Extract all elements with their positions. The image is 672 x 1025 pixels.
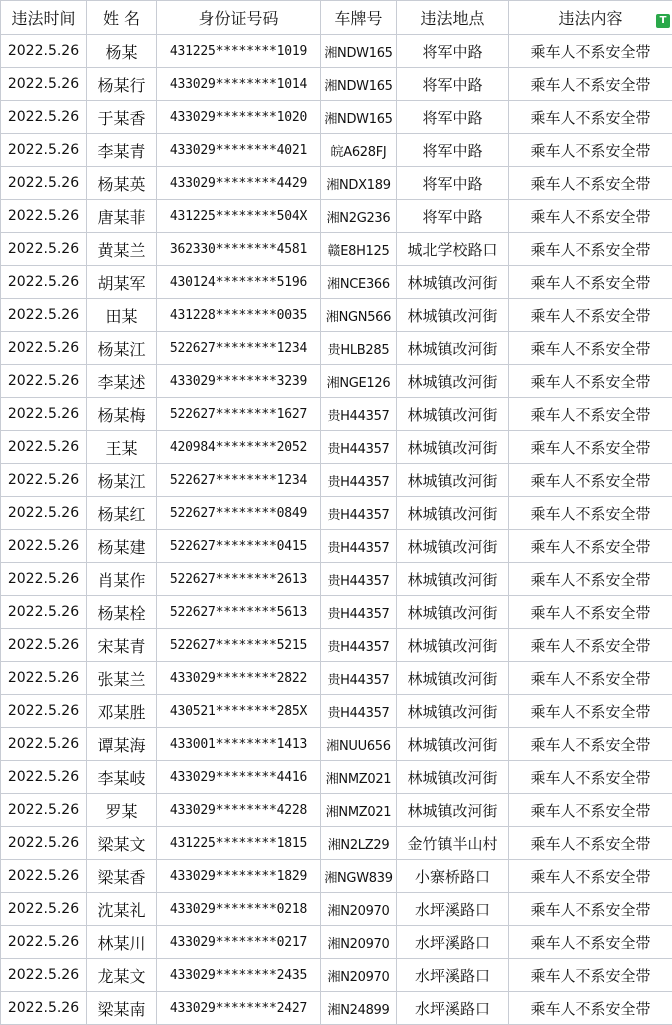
cell-name: 胡某军 (87, 266, 157, 299)
cell-violation-location: 林城镇改河街 (397, 299, 509, 332)
cell-violation-location: 林城镇改河街 (397, 398, 509, 431)
cell-plate-number: 贵H44357 (321, 563, 397, 596)
cell-violation-location: 林城镇改河街 (397, 596, 509, 629)
cell-violation-time: 2022.5.26 (1, 497, 87, 530)
cell-plate-number: 湘NDX189 (321, 167, 397, 200)
cell-name: 李某述 (87, 365, 157, 398)
cell-violation-time: 2022.5.26 (1, 860, 87, 893)
cell-id-number: 433029********2822 (157, 662, 321, 695)
header-plate-number: 车牌号 (321, 1, 397, 35)
cell-name: 梁某香 (87, 860, 157, 893)
cell-violation-location: 水坪溪路口 (397, 992, 509, 1025)
cell-name: 于某香 (87, 101, 157, 134)
cell-violation-content: 乘车人不系安全带 (509, 464, 672, 497)
cell-violation-content: 乘车人不系安全带 (509, 497, 672, 530)
cell-name: 林某川 (87, 926, 157, 959)
cell-violation-content: 乘车人不系安全带 (509, 101, 672, 134)
cell-violation-location: 城北学校路口 (397, 233, 509, 266)
cell-violation-location: 林城镇改河街 (397, 497, 509, 530)
cell-plate-number: 贵H44357 (321, 464, 397, 497)
cell-violation-location: 林城镇改河街 (397, 563, 509, 596)
cell-name: 沈某礼 (87, 893, 157, 926)
cell-violation-time: 2022.5.26 (1, 332, 87, 365)
cell-violation-content: 乘车人不系安全带 (509, 992, 672, 1025)
cell-id-number: 433029********2435 (157, 959, 321, 992)
cell-violation-time: 2022.5.26 (1, 200, 87, 233)
cell-violation-time: 2022.5.26 (1, 893, 87, 926)
cell-name: 罗某 (87, 794, 157, 827)
cell-plate-number: 湘N2G236 (321, 200, 397, 233)
cell-name: 龙某文 (87, 959, 157, 992)
cell-id-number: 433029********4228 (157, 794, 321, 827)
table-row (1, 695, 672, 728)
cell-id-number: 430521********285X (157, 695, 321, 728)
cell-violation-time: 2022.5.26 (1, 596, 87, 629)
cell-violation-time: 2022.5.26 (1, 959, 87, 992)
cell-plate-number: 贵H44357 (321, 497, 397, 530)
cell-id-number: 433029********0218 (157, 893, 321, 926)
cell-violation-time: 2022.5.26 (1, 563, 87, 596)
table-row (1, 794, 672, 827)
cell-violation-content: 乘车人不系安全带 (509, 167, 672, 200)
cell-plate-number: 湘NDW165 (321, 101, 397, 134)
cell-violation-time: 2022.5.26 (1, 530, 87, 563)
table-row (1, 761, 672, 794)
cell-violation-time: 2022.5.26 (1, 68, 87, 101)
cell-id-number: 522627********1234 (157, 464, 321, 497)
header-name: 姓 名 (87, 1, 157, 35)
cell-plate-number: 湘NCE366 (321, 266, 397, 299)
cell-violation-location: 水坪溪路口 (397, 959, 509, 992)
cell-name: 杨某红 (87, 497, 157, 530)
cell-plate-number: 贵H44357 (321, 596, 397, 629)
table-row (1, 959, 672, 992)
cell-violation-content: 乘车人不系安全带 (509, 266, 672, 299)
cell-name: 李某岐 (87, 761, 157, 794)
cell-plate-number: 贵H44357 (321, 695, 397, 728)
cell-violation-location: 林城镇改河街 (397, 266, 509, 299)
cell-violation-time: 2022.5.26 (1, 398, 87, 431)
table-header (1, 1, 672, 35)
cell-plate-number: 湘NGE126 (321, 365, 397, 398)
table-row (1, 68, 672, 101)
cell-violation-time: 2022.5.26 (1, 266, 87, 299)
cell-violation-time: 2022.5.26 (1, 299, 87, 332)
header-id-number: 身份证号码 (157, 1, 321, 35)
cell-violation-time: 2022.5.26 (1, 695, 87, 728)
cell-name: 梁某文 (87, 827, 157, 860)
cell-plate-number: 贵H44357 (321, 431, 397, 464)
cell-plate-number: 湘NDW165 (321, 68, 397, 101)
cell-id-number: 522627********0849 (157, 497, 321, 530)
cell-violation-time: 2022.5.26 (1, 365, 87, 398)
cell-violation-location: 林城镇改河街 (397, 530, 509, 563)
cell-violation-location: 林城镇改河街 (397, 629, 509, 662)
cell-violation-location: 水坪溪路口 (397, 926, 509, 959)
table-row (1, 629, 672, 662)
cell-violation-content: 乘车人不系安全带 (509, 629, 672, 662)
cell-id-number: 433029********0217 (157, 926, 321, 959)
header-violation-content: 违法内容 (509, 1, 672, 35)
filter-icon: T (656, 14, 670, 28)
cell-violation-content: 乘车人不系安全带 (509, 893, 672, 926)
cell-violation-content: 乘车人不系安全带 (509, 134, 672, 167)
cell-plate-number: 湘N20970 (321, 959, 397, 992)
cell-name: 张某兰 (87, 662, 157, 695)
cell-violation-content: 乘车人不系安全带 (509, 233, 672, 266)
cell-violation-content: 乘车人不系安全带 (509, 794, 672, 827)
cell-violation-time: 2022.5.26 (1, 134, 87, 167)
cell-id-number: 522627********1627 (157, 398, 321, 431)
cell-violation-location: 林城镇改河街 (397, 464, 509, 497)
cell-plate-number: 湘N24899 (321, 992, 397, 1025)
table-row (1, 200, 672, 233)
cell-violation-location: 林城镇改河街 (397, 761, 509, 794)
cell-plate-number: 湘N20970 (321, 926, 397, 959)
table-row (1, 530, 672, 563)
cell-violation-content: 乘车人不系安全带 (509, 563, 672, 596)
cell-violation-content: 乘车人不系安全带 (509, 299, 672, 332)
cell-violation-time: 2022.5.26 (1, 35, 87, 68)
cell-violation-content: 乘车人不系安全带 (509, 200, 672, 233)
cell-name: 杨某英 (87, 167, 157, 200)
cell-name: 田某 (87, 299, 157, 332)
cell-plate-number: 湘N2LZ29 (321, 827, 397, 860)
cell-name: 邓某胜 (87, 695, 157, 728)
cell-id-number: 433029********1020 (157, 101, 321, 134)
cell-violation-location: 水坪溪路口 (397, 893, 509, 926)
cell-violation-location: 林城镇改河街 (397, 794, 509, 827)
cell-name: 杨某江 (87, 332, 157, 365)
cell-plate-number: 皖A628FJ (321, 134, 397, 167)
cell-id-number: 433029********4429 (157, 167, 321, 200)
cell-id-number: 433029********4021 (157, 134, 321, 167)
cell-violation-content: 乘车人不系安全带 (509, 926, 672, 959)
cell-violation-time: 2022.5.26 (1, 167, 87, 200)
cell-violation-content: 乘车人不系安全带 (509, 827, 672, 860)
cell-plate-number: 湘NMZ021 (321, 794, 397, 827)
cell-name: 谭某海 (87, 728, 157, 761)
cell-id-number: 433029********3239 (157, 365, 321, 398)
cell-plate-number: 贵H44357 (321, 629, 397, 662)
cell-id-number: 522627********5613 (157, 596, 321, 629)
cell-id-number: 433029********2427 (157, 992, 321, 1025)
cell-name: 杨某江 (87, 464, 157, 497)
cell-plate-number: 赣E8H125 (321, 233, 397, 266)
cell-violation-time: 2022.5.26 (1, 992, 87, 1025)
table-row (1, 35, 672, 68)
cell-violation-time: 2022.5.26 (1, 431, 87, 464)
cell-id-number: 522627********2613 (157, 563, 321, 596)
cell-name: 肖某作 (87, 563, 157, 596)
cell-name: 杨某栓 (87, 596, 157, 629)
table-row (1, 662, 672, 695)
cell-violation-time: 2022.5.26 (1, 233, 87, 266)
cell-violation-content: 乘车人不系安全带 (509, 35, 672, 68)
cell-plate-number: 湘NGN566 (321, 299, 397, 332)
cell-id-number: 433029********1829 (157, 860, 321, 893)
table-row (1, 827, 672, 860)
cell-id-number: 420984********2052 (157, 431, 321, 464)
cell-violation-content: 乘车人不系安全带 (509, 332, 672, 365)
cell-name: 杨某建 (87, 530, 157, 563)
table-row (1, 101, 672, 134)
cell-name: 宋某青 (87, 629, 157, 662)
cell-violation-location: 将军中路 (397, 200, 509, 233)
cell-violation-time: 2022.5.26 (1, 629, 87, 662)
cell-violation-time: 2022.5.26 (1, 662, 87, 695)
cell-plate-number: 湘N20970 (321, 893, 397, 926)
cell-violation-location: 将军中路 (397, 101, 509, 134)
cell-violation-location: 林城镇改河街 (397, 728, 509, 761)
cell-violation-content: 乘车人不系安全带 (509, 695, 672, 728)
cell-violation-location: 林城镇改河街 (397, 431, 509, 464)
table-row (1, 860, 672, 893)
cell-violation-location: 将军中路 (397, 134, 509, 167)
table-row (1, 299, 672, 332)
cell-violation-location: 林城镇改河街 (397, 662, 509, 695)
cell-plate-number: 湘NDW165 (321, 35, 397, 68)
cell-name: 杨某 (87, 35, 157, 68)
table-body (1, 35, 672, 1025)
cell-name: 唐某菲 (87, 200, 157, 233)
table-row (1, 893, 672, 926)
cell-id-number: 433001********1413 (157, 728, 321, 761)
cell-violation-location: 金竹镇半山村 (397, 827, 509, 860)
table-row (1, 167, 672, 200)
cell-violation-content: 乘车人不系安全带 (509, 398, 672, 431)
table-row (1, 596, 672, 629)
cell-violation-content: 乘车人不系安全带 (509, 728, 672, 761)
cell-violation-content: 乘车人不系安全带 (509, 860, 672, 893)
cell-name: 李某青 (87, 134, 157, 167)
table-row (1, 563, 672, 596)
cell-id-number: 433029********1014 (157, 68, 321, 101)
cell-violation-location: 林城镇改河街 (397, 695, 509, 728)
cell-violation-time: 2022.5.26 (1, 101, 87, 134)
cell-violation-location: 将军中路 (397, 35, 509, 68)
cell-id-number: 431225********1815 (157, 827, 321, 860)
cell-name: 黄某兰 (87, 233, 157, 266)
cell-id-number: 522627********0415 (157, 530, 321, 563)
table-row (1, 728, 672, 761)
cell-violation-location: 林城镇改河街 (397, 365, 509, 398)
cell-name: 杨某梅 (87, 398, 157, 431)
cell-violation-content: 乘车人不系安全带 (509, 365, 672, 398)
table-row (1, 134, 672, 167)
cell-plate-number: 贵HLB285 (321, 332, 397, 365)
table-row (1, 398, 672, 431)
cell-id-number: 433029********4416 (157, 761, 321, 794)
cell-plate-number: 贵H44357 (321, 398, 397, 431)
cell-violation-location: 林城镇改河街 (397, 332, 509, 365)
table-row (1, 332, 672, 365)
cell-violation-content: 乘车人不系安全带 (509, 431, 672, 464)
cell-violation-content: 乘车人不系安全带 (509, 761, 672, 794)
cell-violation-time: 2022.5.26 (1, 761, 87, 794)
cell-id-number: 522627********1234 (157, 332, 321, 365)
header-violation-location: 违法地点 (397, 1, 509, 35)
cell-name: 杨某行 (87, 68, 157, 101)
cell-violation-content: 乘车人不系安全带 (509, 662, 672, 695)
cell-id-number: 431225********504X (157, 200, 321, 233)
cell-plate-number: 湘NMZ021 (321, 761, 397, 794)
header-violation-time: 违法时间 (1, 1, 87, 35)
cell-violation-location: 小寨桥路口 (397, 860, 509, 893)
cell-violation-time: 2022.5.26 (1, 926, 87, 959)
cell-violation-content: 乘车人不系安全带 (509, 959, 672, 992)
cell-id-number: 362330********4581 (157, 233, 321, 266)
cell-id-number: 430124********5196 (157, 266, 321, 299)
cell-id-number: 522627********5215 (157, 629, 321, 662)
cell-violation-content: 乘车人不系安全带 (509, 596, 672, 629)
cell-violation-content: 乘车人不系安全带 (509, 530, 672, 563)
cell-violation-time: 2022.5.26 (1, 728, 87, 761)
cell-violation-location: 将军中路 (397, 68, 509, 101)
table-row (1, 992, 672, 1025)
cell-plate-number: 湘NGW839 (321, 860, 397, 893)
header-row (1, 1, 672, 35)
cell-id-number: 431228********0035 (157, 299, 321, 332)
cell-violation-content: 乘车人不系安全带 (509, 68, 672, 101)
table-row (1, 464, 672, 497)
table-row (1, 266, 672, 299)
cell-violation-time: 2022.5.26 (1, 827, 87, 860)
cell-name: 王某 (87, 431, 157, 464)
cell-violation-time: 2022.5.26 (1, 464, 87, 497)
table-row (1, 431, 672, 464)
cell-plate-number: 湘NUU656 (321, 728, 397, 761)
table-row (1, 365, 672, 398)
cell-id-number: 431225********1019 (157, 35, 321, 68)
table-row (1, 497, 672, 530)
cell-name: 梁某南 (87, 992, 157, 1025)
cell-violation-time: 2022.5.26 (1, 794, 87, 827)
cell-plate-number: 贵H44357 (321, 662, 397, 695)
cell-plate-number: 贵H44357 (321, 530, 397, 563)
table-row (1, 926, 672, 959)
cell-violation-location: 将军中路 (397, 167, 509, 200)
table-row (1, 233, 672, 266)
